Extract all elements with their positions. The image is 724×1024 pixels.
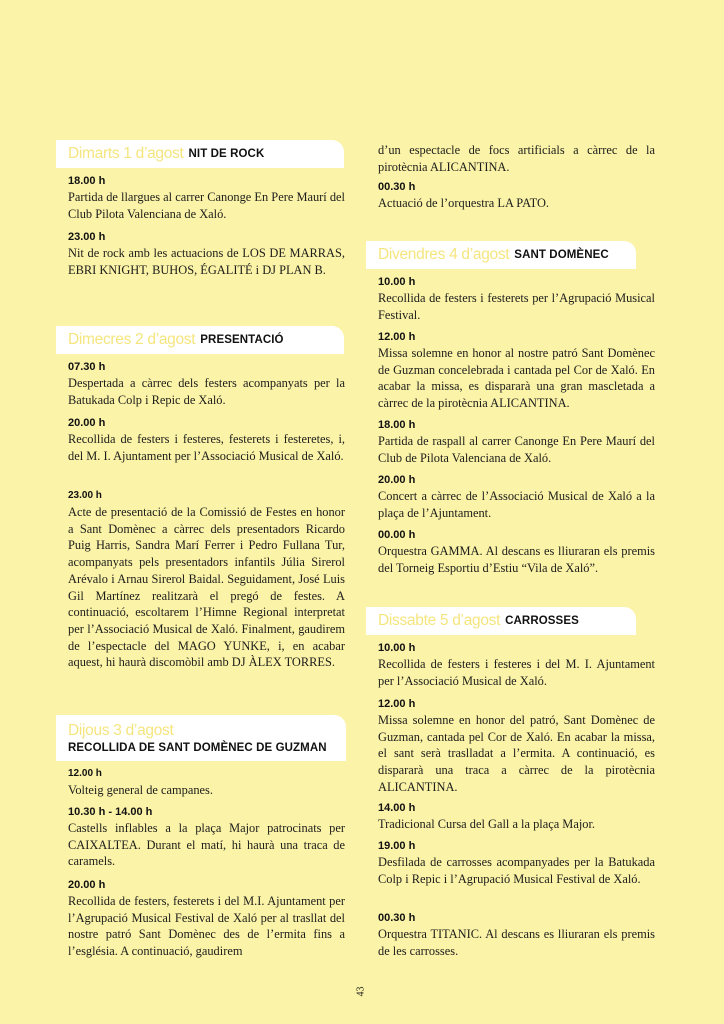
page-number: 43: [355, 986, 367, 997]
event: [378, 180, 655, 212]
event-text: Acte de presentació de la Comissió de Festes en honor a Sant Domènec a càrrec dels presentadors Ricardo Puig Harris, Sandra Marí Ferrer i Pedro Fullana Tur, acompanyats pels presentadors infantils Júlia Sirerol Arévalo i Arnau Sirerol Baidal. Seguidament, José Luis Gil Martínez realitzarà el pregó de festes. A continuació, escoltarem l’Himne Regional interpretat per l’Associació Musical de Xaló. Finalment, gaudirem de l’espectacle del MAGO YUNKE, i, en acabar aquest, hi haurà discomòbil amb DJ ÀLEX TORRES.: [68, 505, 345, 670]
event: [378, 473, 655, 521]
event-time: 00.00 h: [378, 529, 416, 541]
event-text: Actuació de l’orquestra LA PATO.: [378, 196, 550, 210]
event-text: d’un espectacle de focs artificials a càrrec de la pirotècnia ALICANTINA.: [378, 143, 655, 174]
event-text: Orquestra GAMMA. Al descans es lliuraran els premis del Torneig Esportiu d’Estiu “Vila de Xaló”.: [378, 544, 655, 575]
event-time: 00.30 h: [378, 181, 416, 193]
event-time: 10.30 h - 14.00 h: [68, 806, 153, 818]
event-time: 14.00 h: [378, 802, 416, 814]
event: [68, 767, 345, 799]
event-text: Recollida de festers i festeres, festerets i festeretes, i, del M. I. Ajuntament per l’Associació Musical de Xaló.: [68, 432, 345, 463]
event: [68, 489, 345, 671]
event: [378, 697, 655, 796]
event-text: Partida de raspall al carrer Canonge En Pere Maurí del Club de Pilota Valenciana de Xaló.: [378, 434, 655, 465]
event-time: 10.00 h: [378, 642, 416, 654]
event-time: 07.30 h: [68, 361, 106, 373]
day-subtitle: NIT DE ROCK: [188, 148, 265, 160]
event-time: 19.00 h: [378, 840, 416, 852]
event-time: 18.00 h: [378, 419, 416, 431]
event-text: Nit de rock amb les actuacions de LOS DE MARRAS, EBRI KNIGHT, BUHOS, ÉGALITÉ i DJ PLAN B.: [68, 246, 345, 277]
event: [378, 839, 655, 887]
event-text: Recollida de festers i festeres i del M. I. Ajuntament per l’Associació Musical de Xaló.: [378, 657, 655, 688]
event-text: Missa solemne en honor al nostre patró Sant Domènec de Guzman concelebrada i cantada pel Cor de Xaló. En acabar la missa, es dispararà una gran mascletada a càrrec de la pirotècnia ALICANTINA.: [378, 346, 655, 411]
event: [68, 878, 345, 960]
event-time: 20.00 h: [378, 474, 416, 486]
day-subtitle: SANT DOMÈNEC: [514, 249, 609, 261]
event-time: 23.00 h: [68, 490, 102, 501]
event: [68, 360, 345, 408]
event-text: Recollida de festers i festerets per l’Agrupació Musical Festival.: [378, 291, 655, 322]
event: [378, 330, 655, 412]
event-time: 20.00 h: [68, 417, 106, 429]
day-header-dijous: [56, 715, 346, 761]
event-text: Desfilada de carrosses acompanyades per la Batukada Colp i Repic i l’Agrupació Musical Festival de Xaló.: [378, 855, 655, 886]
event-time: 18.00 h: [68, 175, 106, 187]
event-time: 12.00 h: [378, 698, 416, 710]
event: [378, 911, 655, 959]
event-time: 20.00 h: [68, 879, 106, 891]
event-text: Orquestra TITANIC. Al descans es lliuraran els premis de les carrosses.: [378, 927, 655, 958]
day-subtitle: PRESENTACIÓ: [200, 334, 284, 346]
day-title: Dijous 3 d’agost: [68, 722, 174, 739]
event: [68, 805, 345, 870]
event-time: 12.00 h: [68, 768, 102, 779]
event: [378, 641, 655, 689]
day-title: Dimecres 2 d’agost: [68, 331, 196, 348]
event-time: 00.30 h: [378, 912, 416, 924]
event: [378, 528, 655, 576]
event-continuation: [378, 141, 655, 175]
event: [68, 230, 345, 278]
day-header-dimarts: [56, 140, 344, 168]
event-time: 23.00 h: [68, 231, 106, 243]
day-subtitle: CARROSSES: [505, 615, 579, 627]
event: [378, 418, 655, 466]
day-title: Dimarts 1 d’agost: [68, 145, 184, 162]
day-header-divendres: [366, 241, 636, 269]
day-header-dimecres: [56, 326, 344, 354]
event-text: Castells inflables a la plaça Major patrocinats per CAIXALTEA. Durant el matí, hi haurà una traca de caramels.: [68, 821, 345, 869]
event: [68, 416, 345, 464]
event-text: Tradicional Cursa del Gall a la plaça Major.: [378, 817, 596, 831]
day-title: Divendres 4 d’agost: [378, 246, 510, 263]
event-time: 10.00 h: [378, 276, 416, 288]
event-text: Concert a càrrec de l’Associació Musical de Xaló a la plaça de l’Ajuntament.: [378, 489, 655, 520]
event-text: Recollida de festers, festerets i del M.I. Ajuntament per l’Agrupació Musical Festival de Xaló per al trasllat del nostre patró Sant Domènec des de l’ermita fins a l’església. A continuació, gaudirem: [68, 894, 345, 959]
event-text: Despertada a càrrec dels festers acompanyats per la Batukada Colp i Repic de Xaló.: [68, 376, 345, 407]
day-header-dissabte: [366, 607, 636, 635]
event: [378, 801, 655, 833]
event-time: 12.00 h: [378, 331, 416, 343]
event: [378, 275, 655, 323]
event-text: Volteig general de campanes.: [68, 783, 213, 797]
day-title: Dissabte 5 d’agost: [378, 612, 501, 629]
event-text: Missa solemne en honor del patró, Sant Domènec de Guzman, cantada pel Cor de Xaló. En acabar la missa, el sant serà traslladat a l’ermita. A continuació, es dispararà una traca a càrrec de la pirotècnia ALICANTINA.: [378, 713, 655, 794]
day-subtitle: RECOLLIDA DE SANT DOMÈNEC DE GUZMAN: [68, 742, 327, 754]
event: [68, 174, 345, 222]
event-text: Partida de llargues al carrer Canonge En Pere Maurí del Club Pilota Valenciana de Xaló.: [68, 190, 345, 221]
